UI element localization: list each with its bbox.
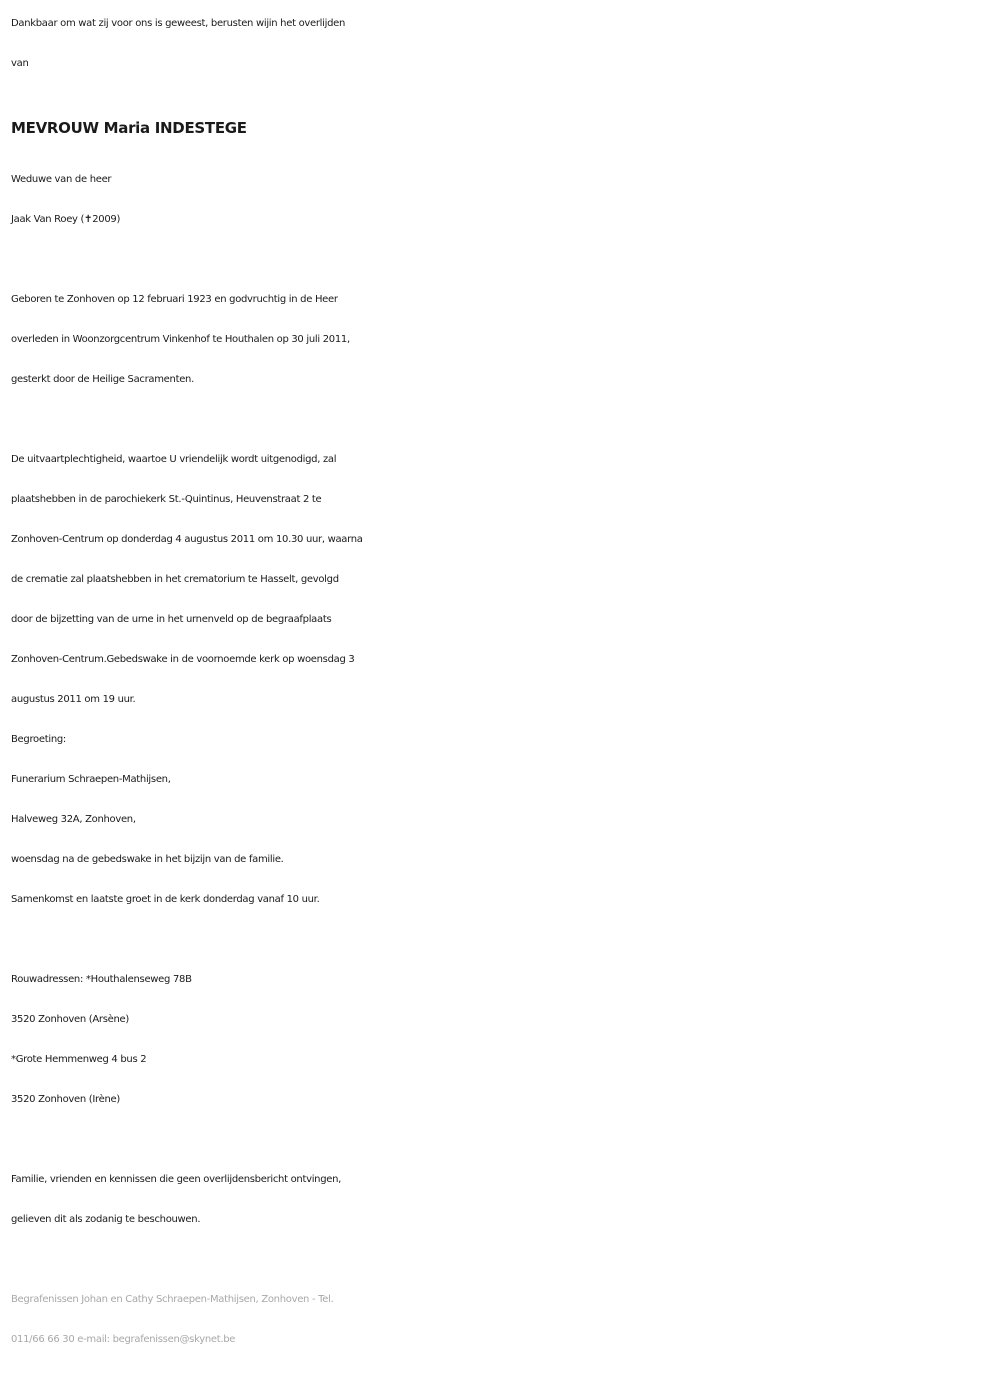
closing-line: Familie, vrienden en kennissen die geen overlijdensbericht ontvingen,	[11, 1174, 342, 1185]
ceremony-line: Halveweg 32A, Zonhoven,	[11, 814, 136, 825]
intro-line: Dankbaar om wat zij voor ons is geweest, berusten wijin het overlijden	[11, 18, 346, 29]
spouse-paragraph	[11, 160, 991, 240]
spacer	[11, 400, 991, 440]
address-line: 3520 Zonhoven (Irène)	[11, 1094, 120, 1105]
closing-paragraph	[11, 1160, 991, 1240]
footer-line: Begrafenissen Johan en Cathy Schraepen-Mathijsen, Zonhoven - Tel.	[11, 1294, 334, 1305]
spacer	[11, 240, 991, 280]
spouse-line: Weduwe van de heer	[11, 174, 112, 185]
ceremony-line: augustus 2011 om 19 uur.	[11, 694, 136, 705]
footer-line: 011/66 66 30 e-mail: begrafenissen@skynet.be	[11, 1334, 236, 1345]
ceremony-line: Zonhoven-Centrum.Gebedswake in de voornoemde kerk op woensdag 3	[11, 654, 355, 665]
ceremony-line: Funerarium Schraepen-Mathijsen,	[11, 774, 171, 785]
ceremony-line: Zonhoven-Centrum op donderdag 4 augustus 2011 om 10.30 uur, waarna	[11, 534, 363, 545]
addresses-paragraph	[11, 960, 991, 1120]
spacer	[11, 1120, 991, 1160]
birth-death-paragraph	[11, 280, 991, 400]
birth-death-line: Geboren te Zonhoven op 12 februari 1923 en godvruchtig in de Heer	[11, 294, 338, 305]
ceremony-line: door de bijzetting van de urne in het urnenveld op de begraafplaats	[11, 614, 332, 625]
address-line: 3520 Zonhoven (Arsène)	[11, 1014, 129, 1025]
death-notice	[11, 4, 991, 1360]
spacer	[11, 920, 991, 960]
intro-paragraph	[11, 4, 991, 84]
address-line: Rouwadressen: *Houthalenseweg 78B	[11, 974, 192, 985]
ceremony-line: De uitvaartplechtigheid, waartoe U vriendelijk wordt uitgenodigd, zal	[11, 454, 337, 465]
deceased-name: MEVROUW Maria INDESTEGE	[11, 119, 247, 137]
ceremony-line: de crematie zal plaatshebben in het crematorium te Hasselt, gevolgd	[11, 574, 339, 585]
spouse-line: Jaak Van Roey (✝2009)	[11, 214, 121, 225]
ceremony-line: Begroeting:	[11, 734, 66, 745]
closing-line: gelieven dit als zodanig te beschouwen.	[11, 1214, 201, 1225]
intro-line: van	[11, 58, 29, 69]
ceremony-line: Samenkomst en laatste groet in de kerk donderdag vanaf 10 uur.	[11, 894, 320, 905]
ceremony-line: plaatshebben in de parochiekerk St.-Quintinus, Heuvenstraat 2 te	[11, 494, 322, 505]
spacer	[11, 1240, 991, 1280]
ceremony-paragraph	[11, 440, 991, 920]
birth-death-line: gesterkt door de Heilige Sacramenten.	[11, 374, 194, 385]
birth-death-line: overleden in Woonzorgcentrum Vinkenhof te Houthalen op 30 juli 2011,	[11, 334, 350, 345]
funeral-home-footer	[11, 1280, 991, 1360]
ceremony-line: woensdag na de gebedswake in het bijzijn van de familie.	[11, 854, 284, 865]
address-line: *Grote Hemmenweg 4 bus 2	[11, 1054, 147, 1065]
